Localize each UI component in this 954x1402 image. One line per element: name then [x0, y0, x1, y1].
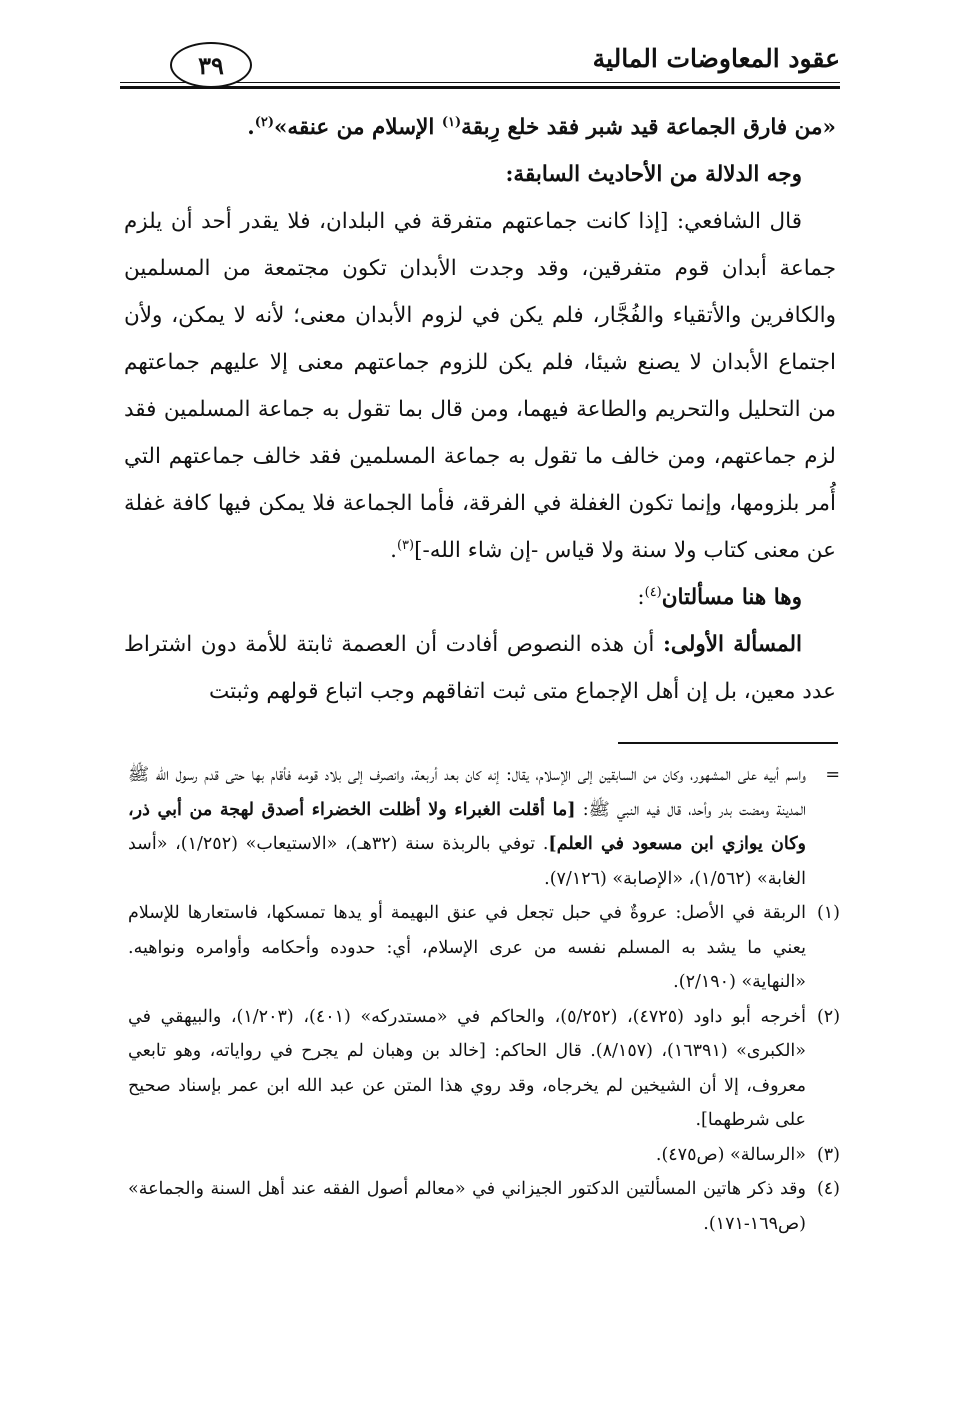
- hadith-line: [124, 104, 836, 151]
- page-number: ٣٩: [170, 42, 252, 88]
- main-text: [124, 104, 836, 715]
- book-title: عقود المعاوضات المالية: [592, 44, 840, 73]
- footnote-4: [128, 1172, 840, 1241]
- shafii-text: قال الشافعي: [إذا كانت جماعتهم متفرقة في البلدان، فلا يقدر أحد أن يلزم جماعة أبدان قوم متفرقين، وقد وجدت الأبدان تكون مجتمعة من المسلمين والكافرين والأتقياء والفُجَّار، فلم يكن في لزوم الأبدان معنى؛ لأنه لا يمكن، ولأن اجتماع الأبدان لا يصنع شيئا، فلم يكن للزوم جماعتهم معنى إلا عليهم جماعتهم من التحليل والتحريم والطاعة فيهما، ومن قال بما تقول به جماعة المسلمين فقد لزم جماعتهم، ومن خالف ما تقول به جماعة المسلمين فقد خالف جماعتهم التي أُمر بلزومها، وإنما تكون الغفلة في الفرقة، فأما الجماعة فلا يمكن فيها كافة غفلة عن معنى كتاب ولا سنة ولا قياس -إن شاء الله-]: [124, 209, 836, 563]
- footnote-separator: [618, 742, 838, 744]
- heading-two-issues: [124, 574, 836, 621]
- heading-two-issues-text: وها هنا مسألتان: [661, 585, 802, 610]
- issue-1-label: المسألة الأولى:: [662, 632, 802, 657]
- footnote-3-marker: (٣): [816, 1144, 840, 1165]
- footnote-4-marker: (٤): [816, 1179, 840, 1199]
- issue-1-paragraph: [124, 621, 836, 715]
- heading-evidence: وجه الدلالة من الأحاديث السابقة:: [505, 162, 802, 187]
- footnotes: [128, 758, 840, 1241]
- footnote-continued: [128, 758, 840, 896]
- footnote-3-text: «الرسالة» (ص٤٧٥).: [655, 1144, 806, 1165]
- hadith-text-2: الإسلام من عنقه»: [273, 115, 442, 140]
- footnote-continued-bold: [ما أقلت الغبراء ولا أظلت الخضراء أصدق لهجة من أبي ذر، وكان يوازي ابن مسعود في العلم]: [128, 799, 807, 854]
- hadith-end: .: [247, 115, 255, 140]
- footnote-ref-4: (٤): [644, 584, 662, 600]
- footnote-2: [128, 1000, 840, 1138]
- footnote-continued-end: . توفي بالربذة سنة (٣٢هـ)، «الاستيعاب» (١/٢٥٢)، «أسد الغابة» (١/٥٦٢)، «الإصابة» (٧/١٢٦).: [128, 834, 806, 889]
- heading-two-issues-end: :: [637, 585, 645, 610]
- page-header: [120, 38, 840, 90]
- footnote-continued-text: واسم أبيه على المشهور، وكان من السابقين إلى الإسلام، يقال: إنه كان بعد أربعة، وانصرف إلى بلاد قومه فأقام بها حتى قدم رسول الله ﷺ المدينة ومضت بدر وأحد، قال فيه النبي ﷺ:: [128, 765, 806, 820]
- shafii-paragraph: [124, 198, 836, 574]
- footnote-1: [128, 896, 840, 1000]
- footnote-3: [128, 1138, 840, 1173]
- footnote-1-text: الربقة في الأصل: عروةٌ في حبل تجعل في عنق البهيمة أو يدها تمسكها، فاستعارها للإسلام يعني ما يشد به المسلم نفسه من عرى الإسلام، أي: حدوده وأحكامه وأوامره ونواهيه. «النهاية» (٢/١٩٠).: [128, 903, 806, 992]
- footnote-2-marker: (٢): [816, 1006, 841, 1027]
- header-rule-thick: [120, 86, 840, 89]
- shafii-end: .: [390, 538, 397, 563]
- footnote-ref-2: (٢): [254, 114, 274, 130]
- footnote-4-text: وقد ذكر هاتين المسألتين الدكتور الجيزاني في «معالم أصول الفقه عند أهل السنة والجماعة» (ص١٦٩-١٧١).: [128, 1179, 806, 1234]
- hadith-text: «من فارق الجماعة قيد شبر فقد خلع رِبقة: [461, 115, 836, 140]
- footnote-1-marker: (١): [816, 903, 840, 923]
- issue-1-text: أن هذه النصوص أفادت أن العصمة ثابتة للأمة دون اشتراط عدد معين، بل إن أهل الإجماع متى ثبت اتفاقهم وجب اتباع قولهم وثبتت: [124, 632, 836, 704]
- footnote-continued-marker: =: [825, 765, 840, 785]
- footnote-2-text: أخرجه أبو داود (٤٧٢٥)، (٥/٢٥٢)، والحاكم في «مستدركه» (٤٠١)، (١/٢٠٣)، والبيهقي في «الكبرى» (١٦٣٩١)، (٨/١٥٧). قال الحاكم: [خالد بن وهبان لم يجرح في رواياته، وهو تابعي معروف، إلا أن الشيخين لم يخرجاه، وقد روي هذا المتن عن عبد الله ابن عمر بإسناد صحيح على شرطهما].: [128, 1006, 807, 1130]
- footnote-ref-3: (٣): [396, 537, 415, 553]
- footnote-ref-1: (١): [441, 114, 462, 130]
